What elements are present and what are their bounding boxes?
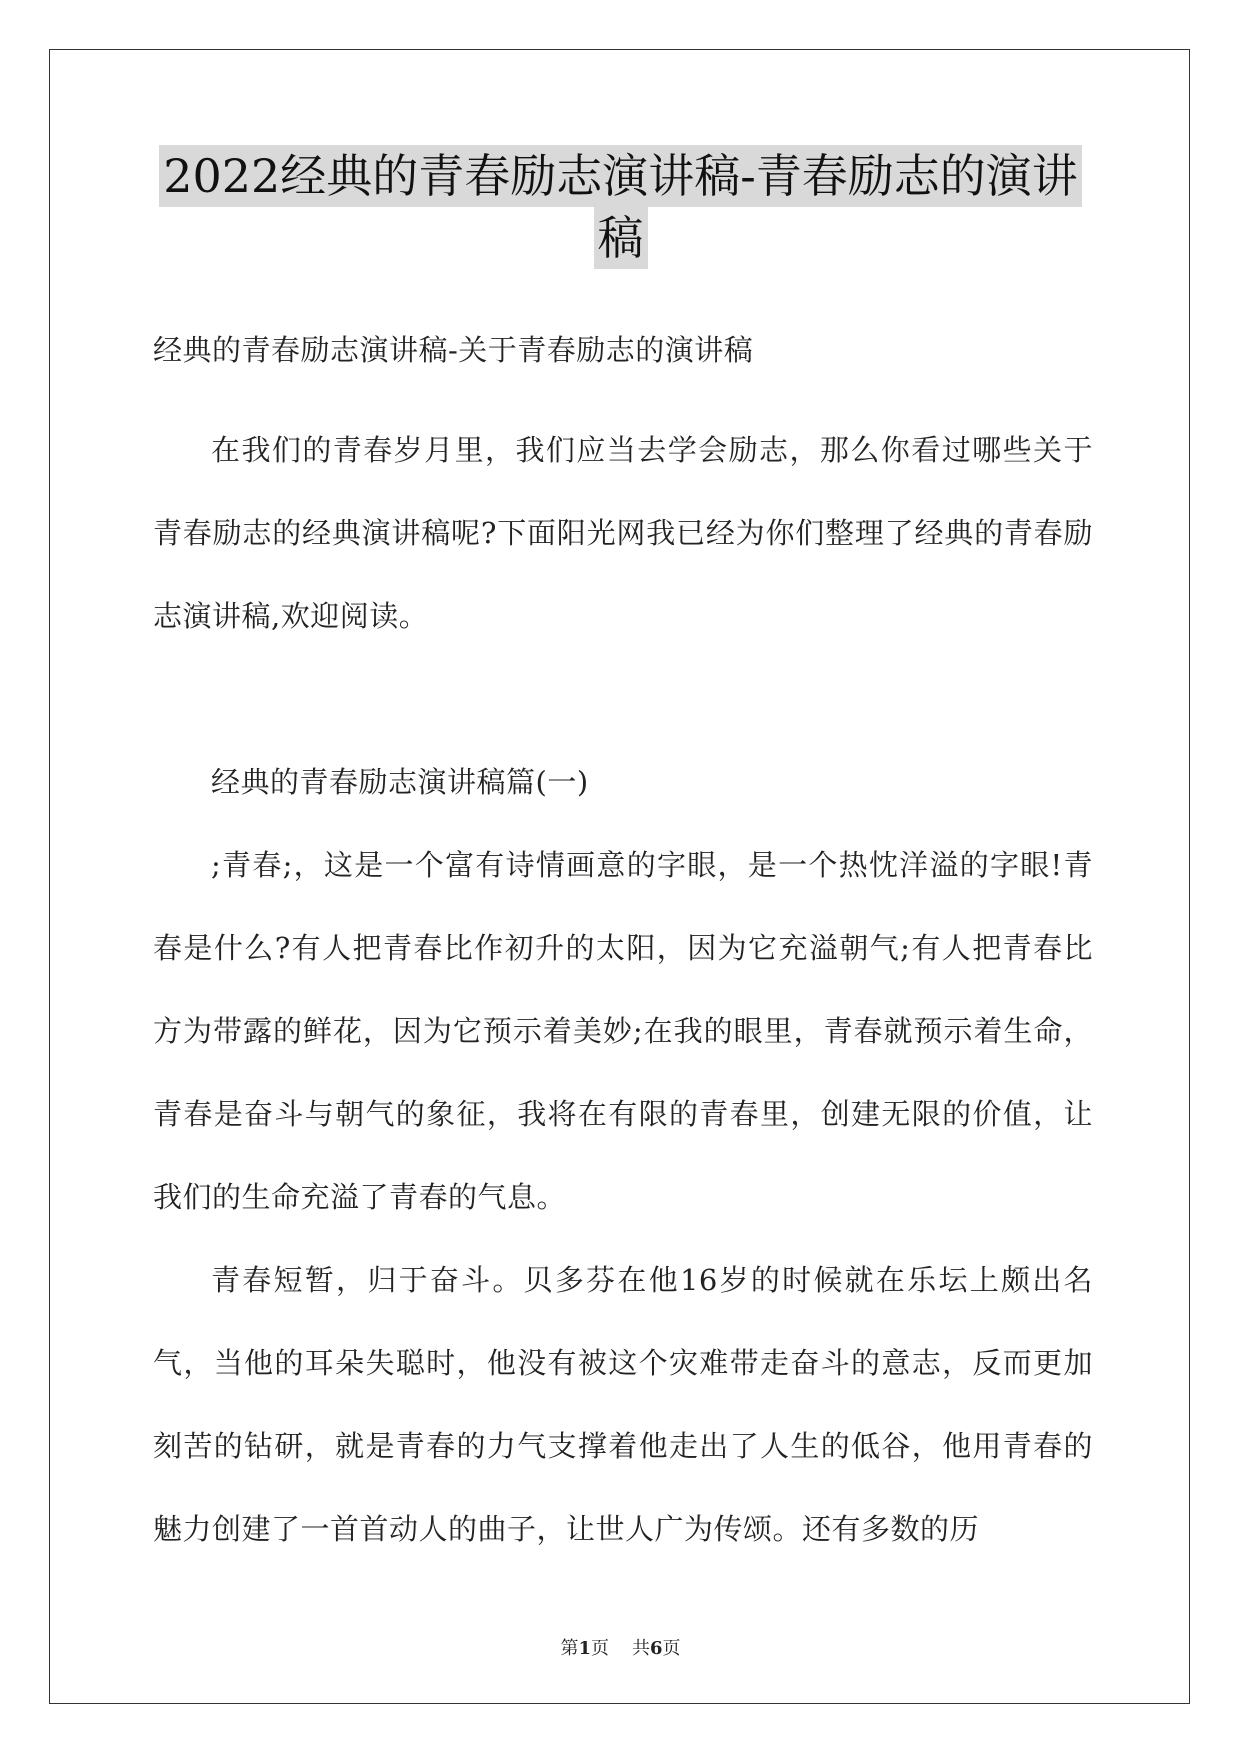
- intro-paragraph: 在我们的青春岁月里，我们应当去学会励志，那么你看过哪些关于青春励志的经典演讲稿呢?下面阳光网我已经为你们整理了经典的青春励志演讲稿,欢迎阅读。: [153, 433, 1093, 633]
- total-suffix: 页: [662, 1638, 681, 1659]
- page-suffix: 页: [591, 1638, 610, 1659]
- page-total: 6: [649, 1638, 663, 1659]
- body-paragraph: ;青春;，这是一个富有诗情画意的字眼，是一个热忱洋溢的字眼!青春是什么?有人把青春比作初升的太阳，因为它充溢朝气;有人把青春比方为带露的鲜花，因为它预示着美妙;在我的眼里，青春就预示着生命，青春是奋斗与朝气的象征，我将在有限的青春里，创建无限的价值，让我们的生命充溢了青春的气息。: [153, 848, 1093, 1214]
- section-heading: 经典的青春励志演讲稿篇(一): [211, 765, 589, 799]
- subtitle-paragraph: 经典的青春励志演讲稿-关于青春励志的演讲稿: [153, 333, 754, 367]
- page-prefix: 第: [560, 1638, 579, 1659]
- title-line-2: 稿: [594, 207, 648, 269]
- paragraph-spacer: [153, 658, 1093, 741]
- total-prefix: 共: [631, 1638, 650, 1659]
- body-paragraph: 青春短暂，归于奋斗。贝多芬在他16岁的时候就在乐坛上颇出名气，当他的耳朵失聪时，他没有被这个灾难带走奋斗的意志，反而更加刻苦的钻研，就是青春的力气支撑着他走出了人生的低谷，他用青春的魅力创建了一首首动人的曲子，让世人广为传颂。还有多数的历: [153, 1263, 1093, 1546]
- page-current: 1: [578, 1638, 592, 1659]
- page-footer: [0, 1634, 1241, 1660]
- title-line-1: 2022经典的青春励志演讲稿-青春励志的演讲: [159, 145, 1082, 207]
- document-title: [0, 145, 1241, 269]
- document-body: [153, 325, 1093, 1571]
